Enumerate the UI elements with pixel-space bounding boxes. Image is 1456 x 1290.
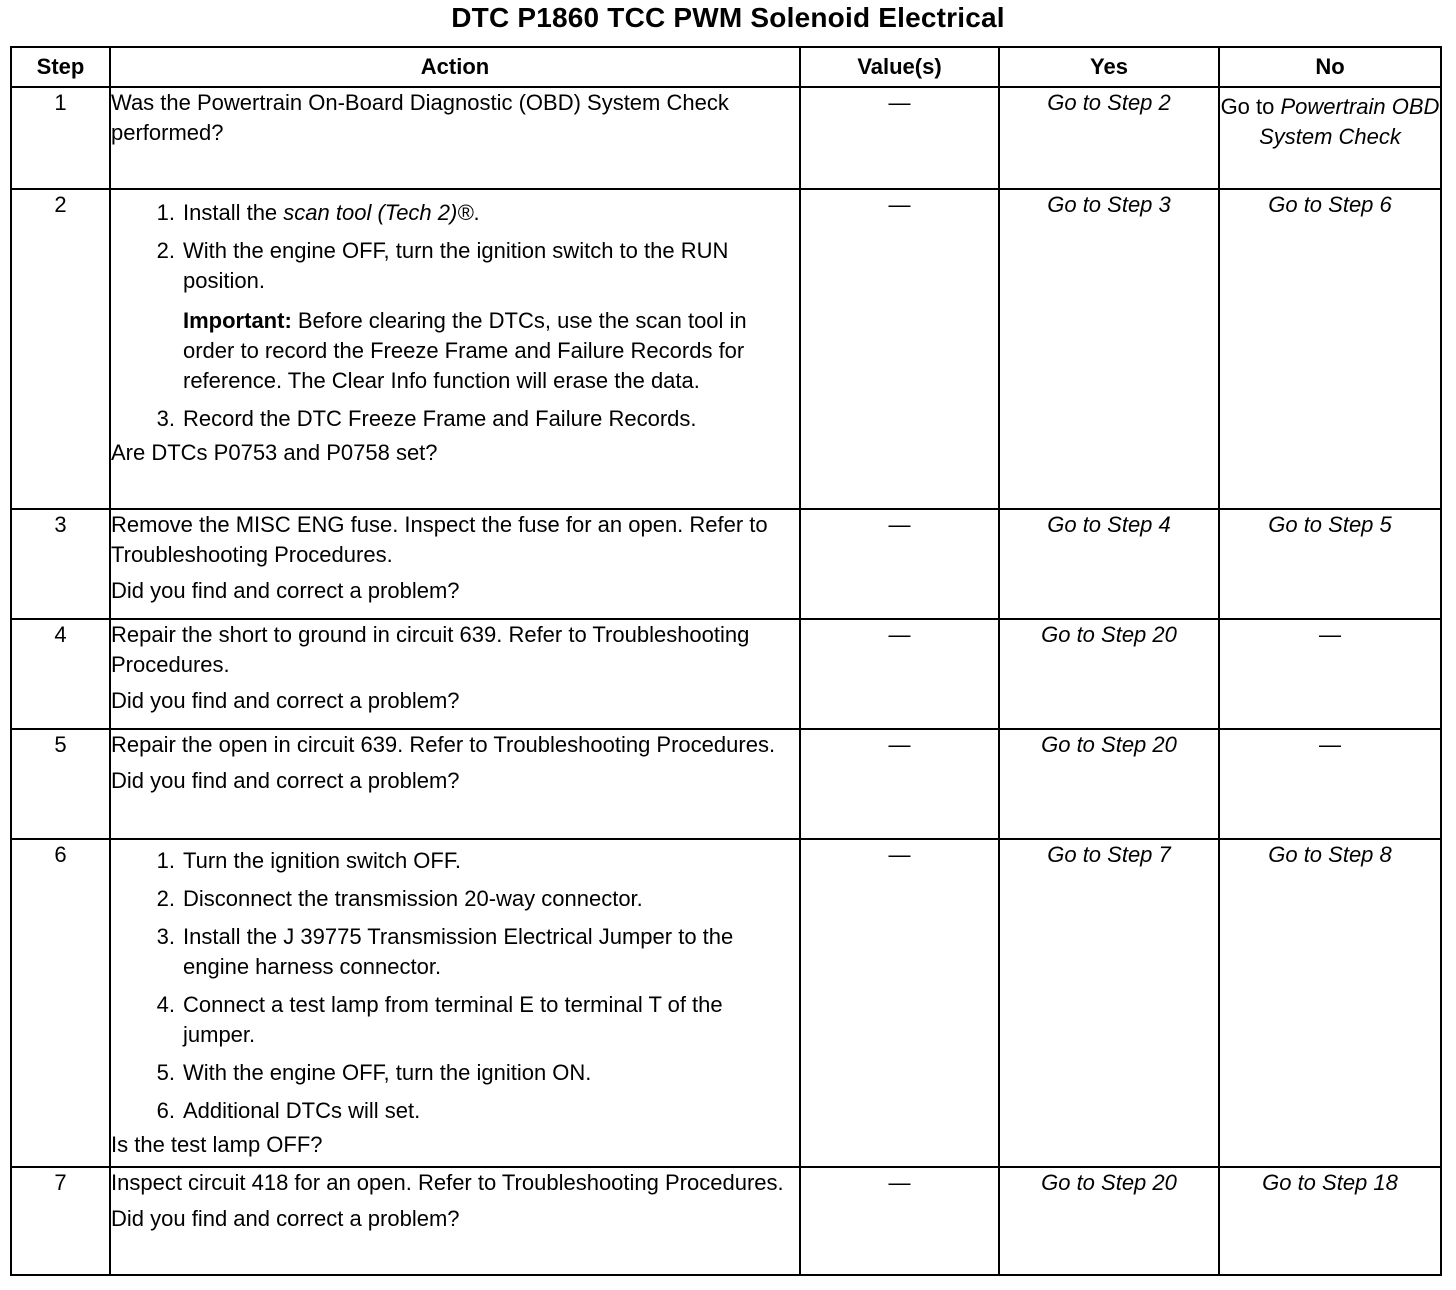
list-item: 6. Additional DTCs will set. xyxy=(156,1098,421,1123)
no-prefix: Go to xyxy=(1220,94,1281,119)
yes-cell: Go to Step 4 xyxy=(999,509,1219,619)
value-cell: — xyxy=(800,839,999,1167)
action-cell xyxy=(110,619,800,729)
action-question: Are DTCs P0753 and P0758 set? xyxy=(111,440,438,465)
diagnostic-table xyxy=(10,46,1442,1276)
no-cell xyxy=(1219,87,1441,189)
step-number: 4 xyxy=(11,619,110,729)
action-question: Did you find and correct a problem? xyxy=(111,688,460,713)
action-cell xyxy=(110,729,800,839)
value-cell: — xyxy=(800,509,999,619)
table-row xyxy=(11,619,1441,729)
important-label: Important: xyxy=(183,308,292,333)
header-action: Action xyxy=(110,47,800,87)
table-row xyxy=(11,839,1441,1167)
no-cell: Go to Step 8 xyxy=(1219,839,1441,1167)
step-number: 1 xyxy=(11,87,110,189)
list-item: 1. Turn the ignition switch OFF. xyxy=(156,848,461,873)
header-step: Step xyxy=(11,47,110,87)
table-row xyxy=(11,87,1441,189)
header-values: Value(s) xyxy=(800,47,999,87)
no-cell: — xyxy=(1219,619,1441,729)
page-title: DTC P1860 TCC PWM Solenoid Electrical xyxy=(451,2,1005,33)
action-question: Did you find and correct a problem? xyxy=(111,1206,460,1231)
no-cell: Go to Step 6 xyxy=(1219,189,1441,509)
table-row xyxy=(11,729,1441,839)
step-number: 6 xyxy=(11,839,110,1167)
list-item: 4. Connect a test lamp from terminal E to terminal T of the jumper. xyxy=(156,992,723,1047)
yes-cell: Go to Step 2 xyxy=(999,87,1219,189)
procedure-list xyxy=(111,198,799,296)
action-cell xyxy=(110,839,800,1167)
no-link: Powertrain OBD System Check xyxy=(1259,94,1440,149)
no-cell: Go to Step 18 xyxy=(1219,1167,1441,1275)
table-row xyxy=(11,1167,1441,1275)
list-item: 3. Record the DTC Freeze Frame and Failure Records. xyxy=(156,406,697,431)
list-item: 1. Install the scan tool (Tech 2)®. xyxy=(156,200,480,225)
yes-cell: Go to Step 3 xyxy=(999,189,1219,509)
value-cell: — xyxy=(800,1167,999,1275)
action-text: Was the Powertrain On-Board Diagnostic (OBD) System Check performed? xyxy=(111,90,729,145)
yes-cell: Go to Step 7 xyxy=(999,839,1219,1167)
no-cell: — xyxy=(1219,729,1441,839)
step-number: 7 xyxy=(11,1167,110,1275)
action-question: Is the test lamp OFF? xyxy=(111,1132,323,1157)
action-text: Inspect circuit 418 for an open. Refer to Troubleshooting Procedures. xyxy=(111,1170,784,1195)
table-row xyxy=(11,189,1441,509)
action-cell xyxy=(110,509,800,619)
action-question: Did you find and correct a problem? xyxy=(111,578,460,603)
value-cell: — xyxy=(800,189,999,509)
action-text: Repair the open in circuit 639. Refer to Troubleshooting Procedures. xyxy=(111,732,776,757)
header-no: No xyxy=(1219,47,1441,87)
tool-name: scan tool (Tech 2)® xyxy=(283,200,474,225)
step-number: 2 xyxy=(11,189,110,509)
header-yes: Yes xyxy=(999,47,1219,87)
important-note: Important: Before clearing the DTCs, use the scan tool in order to record the Freeze Frame and Failure Records for reference. The Clear Info function will erase the data. xyxy=(183,308,747,393)
yes-cell: Go to Step 20 xyxy=(999,729,1219,839)
no-cell: Go to Step 5 xyxy=(1219,509,1441,619)
value-cell: — xyxy=(800,619,999,729)
action-cell xyxy=(110,189,800,509)
action-cell xyxy=(110,87,800,189)
action-question: Did you find and correct a problem? xyxy=(111,768,460,793)
list-item: 5. With the engine OFF, turn the ignition ON. xyxy=(156,1060,592,1085)
list-item: 2. With the engine OFF, turn the ignition switch to the RUN position. xyxy=(156,238,729,293)
table-row xyxy=(11,509,1441,619)
yes-cell: Go to Step 20 xyxy=(999,619,1219,729)
yes-cell: Go to Step 20 xyxy=(999,1167,1219,1275)
value-cell: — xyxy=(800,729,999,839)
action-text: Repair the short to ground in circuit 639. Refer to Troubleshooting Procedures. xyxy=(111,622,750,677)
table-header-row xyxy=(11,47,1441,87)
action-cell xyxy=(110,1167,800,1275)
value-cell: — xyxy=(800,87,999,189)
procedure-list xyxy=(111,846,799,1126)
action-text: Remove the MISC ENG fuse. Inspect the fuse for an open. Refer to Troubleshooting Procedures. xyxy=(111,512,768,567)
list-item: 2. Disconnect the transmission 20-way connector. xyxy=(156,886,643,911)
procedure-list xyxy=(111,404,799,434)
step-number: 3 xyxy=(11,509,110,619)
list-item: 3. Install the J 39775 Transmission Electrical Jumper to the engine harness connector. xyxy=(156,924,734,979)
step-number: 5 xyxy=(11,729,110,839)
